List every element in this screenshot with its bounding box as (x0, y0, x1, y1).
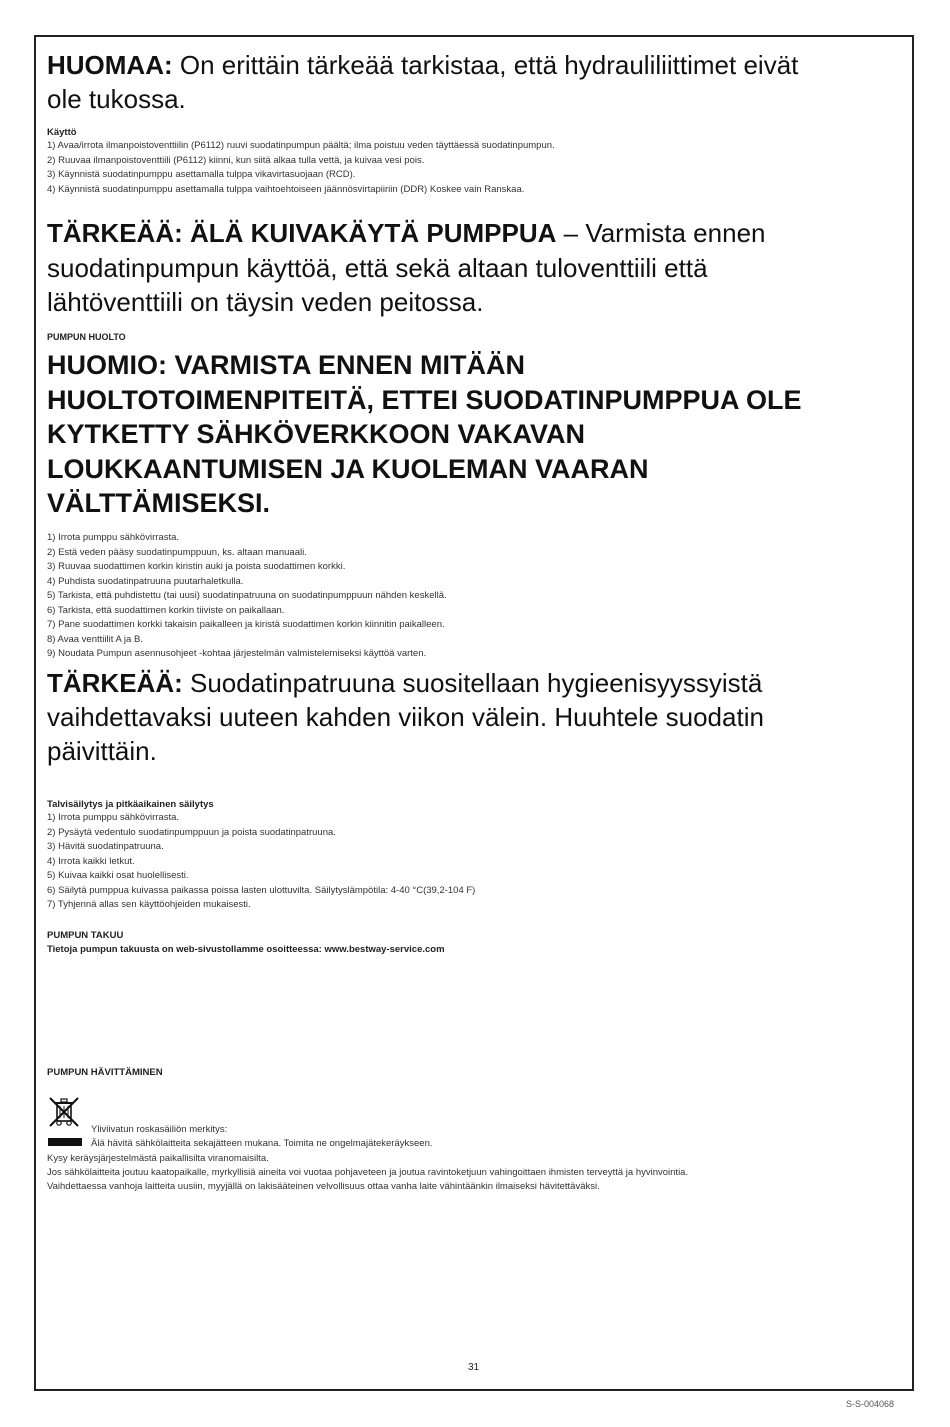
maintenance-title: PUMPUN HUOLTO (47, 332, 126, 342)
page-number: 31 (468, 1362, 480, 1373)
list-item: 3) Ruuvaa suodattimen korkin kiristin auki ja poista suodattimen korkki. (47, 561, 346, 572)
use-list (47, 139, 555, 197)
storage-list (47, 811, 475, 913)
cartridge-line-1: TÄRKEÄÄ: Suodatinpatruuna suositellaan hygieenisyyssyistä (47, 668, 763, 698)
list-item: 3) Hävitä suodatinpatruuna. (47, 841, 164, 852)
list-item: 5) Tarkista, että puhdistettu (tai uusi) suodatinpatruuna on suodatinpumppuun nähden keskellä. (47, 590, 447, 601)
list-item: 2) Pysäytä vedentulo suodatinpumppuun ja poista suodatinpatruuna. (47, 826, 336, 838)
dry-run-line-1: TÄRKEÄÄ: ÄLÄ KUIVAKÄYTÄ PUMPPUA – Varmista ennen (47, 218, 766, 248)
list-item: 2) Ruuvaa ilmanpoistoventtiili (P6112) kiinni, kun siitä alkaa tulla vettä, ja kuivaa vesi pois. (47, 154, 425, 166)
warranty-text: Tietoja pumpun takuusta on web-sivustollamme osoitteessa: www.bestway-service.com (47, 944, 445, 955)
notice-line-1: HUOMAA: On erittäin tärkeää tarkistaa, että hydrauliliittimet eivät (47, 50, 799, 80)
disposal-line-3: Kysy keräysjärjestelmästä paikallisilta viranomaisilta. (47, 1153, 269, 1164)
list-item: 5) Kuivaa kaikki osat huolellisesti. (47, 870, 189, 881)
use-title: Käyttö (47, 127, 77, 138)
list-item: 3) Käynnistä suodatinpumppu asettamalla tulppa vikavirtasuojaan (RCD). (47, 169, 356, 180)
cartridge-line-2: vaihdettavaksi uuteen kahden viikon välein. Huuhtele suodatin (47, 702, 764, 732)
list-item: 4) Käynnistä suodatinpumppu asettamalla tulppa vaihtoehtoiseen jäännösvirtapiiriin (DDR) Koskee vain Ranskaa. (47, 183, 525, 195)
maintenance-warning-3: KYTKETTY SÄHKÖVERKKOON VAKAVAN (47, 419, 586, 449)
crossed-out-wheelie-bin-icon (47, 1095, 81, 1129)
list-item: 4) Puhdista suodatinpatruuna puutarhaletkulla. (47, 575, 244, 587)
dry-run-line-3: lähtöventtiili on täysin veden peitossa. (47, 287, 484, 317)
list-item: 1) Avaa/irrota ilmanpoistoventtiilin (P6112) ruuvi suodatinpumpun päältä; ilma poistuu veden täyttäessä suodatinpumpun. (47, 140, 555, 151)
list-item: 4) Irrota kaikki letkut. (47, 855, 135, 867)
notice-line-2: ole tukossa. (47, 84, 186, 114)
cartridge-line-3: päivittäin. (47, 736, 157, 766)
list-item: 8) Avaa venttiilit A ja B. (47, 633, 143, 645)
disposal-title: PUMPUN HÄVITTÄMINEN (47, 1067, 163, 1078)
list-item: 6) Tarkista, että suodattimen korkin tiiviste on paikallaan. (47, 604, 285, 616)
list-item: 2) Estä veden pääsy suodatinpumppuun, ks. altaan manuaali. (47, 546, 307, 558)
list-item: 6) Säilytä pumppua kuivassa paikassa poissa lasten ulottuvilta. Säilytyslämpötila: 4-40 °C(39,2-104 F) (47, 884, 476, 896)
storage-title: Talvisäilytys ja pitkäaikainen säilytys (47, 799, 214, 810)
list-item: 1) Irrota pumppu sähkövirrasta. (47, 532, 180, 543)
disposal-line-2: Älä hävitä sähkölaitteita sekajätteen mukana. Toimita ne ongelmajätekeräykseen. (91, 1138, 433, 1149)
dry-run-line-2: suodatinpumpun käyttöä, että sekä altaan tuloventtiili että (47, 253, 708, 283)
disposal-line-1: Yliviivatun roskasäiliön merkitys: (91, 1124, 228, 1135)
maintenance-list (47, 531, 447, 662)
disposal-line-5: Vaihdettaessa vanhoja laitteita uusiin, myyjällä on lakisääteinen velvollisuus ottaa vanha laite vähintäänkin ilmaiseksi hävitettäväksi. (47, 1181, 600, 1192)
list-item: 7) Tyhjennä allas sen käyttöohjeiden mukaisesti. (47, 899, 251, 910)
disposal-line-4: Jos sähkölaitteita joutuu kaatopaikalle, myrkyllisiä aineita voi vuotaa pohjaveteen ja joutua ravintoketjuun vahingoittaen ihmisten terveyttä ja hyvinvointia. (47, 1167, 689, 1178)
maintenance-warning-1: HUOMIO: VARMISTA ENNEN MITÄÄN (47, 350, 525, 380)
black-bar-symbol (48, 1138, 82, 1146)
list-item: 7) Pane suodattimen korkki takaisin paikalleen ja kiristä suodattimen korkin kiinnitin paikalleen. (47, 619, 445, 630)
document-code: S-S-004068 (846, 1399, 895, 1409)
list-item: 9) Noudata Pumpun asennusohjeet -kohtaa järjestelmän valmistelemiseksi käyttöä varten. (47, 648, 427, 659)
list-item: 1) Irrota pumppu sähkövirrasta. (47, 812, 180, 823)
warranty-title: PUMPUN TAKUU (47, 930, 124, 941)
maintenance-warning-5: VÄLTTÄMISEKSI. (47, 488, 271, 518)
maintenance-warning-4: LOUKKAANTUMISEN JA KUOLEMAN VAARAN (47, 454, 649, 484)
maintenance-warning-2: HUOLTOTOIMENPITEITÄ, ETTEI SUODATINPUMPPUA OLE (47, 385, 802, 415)
